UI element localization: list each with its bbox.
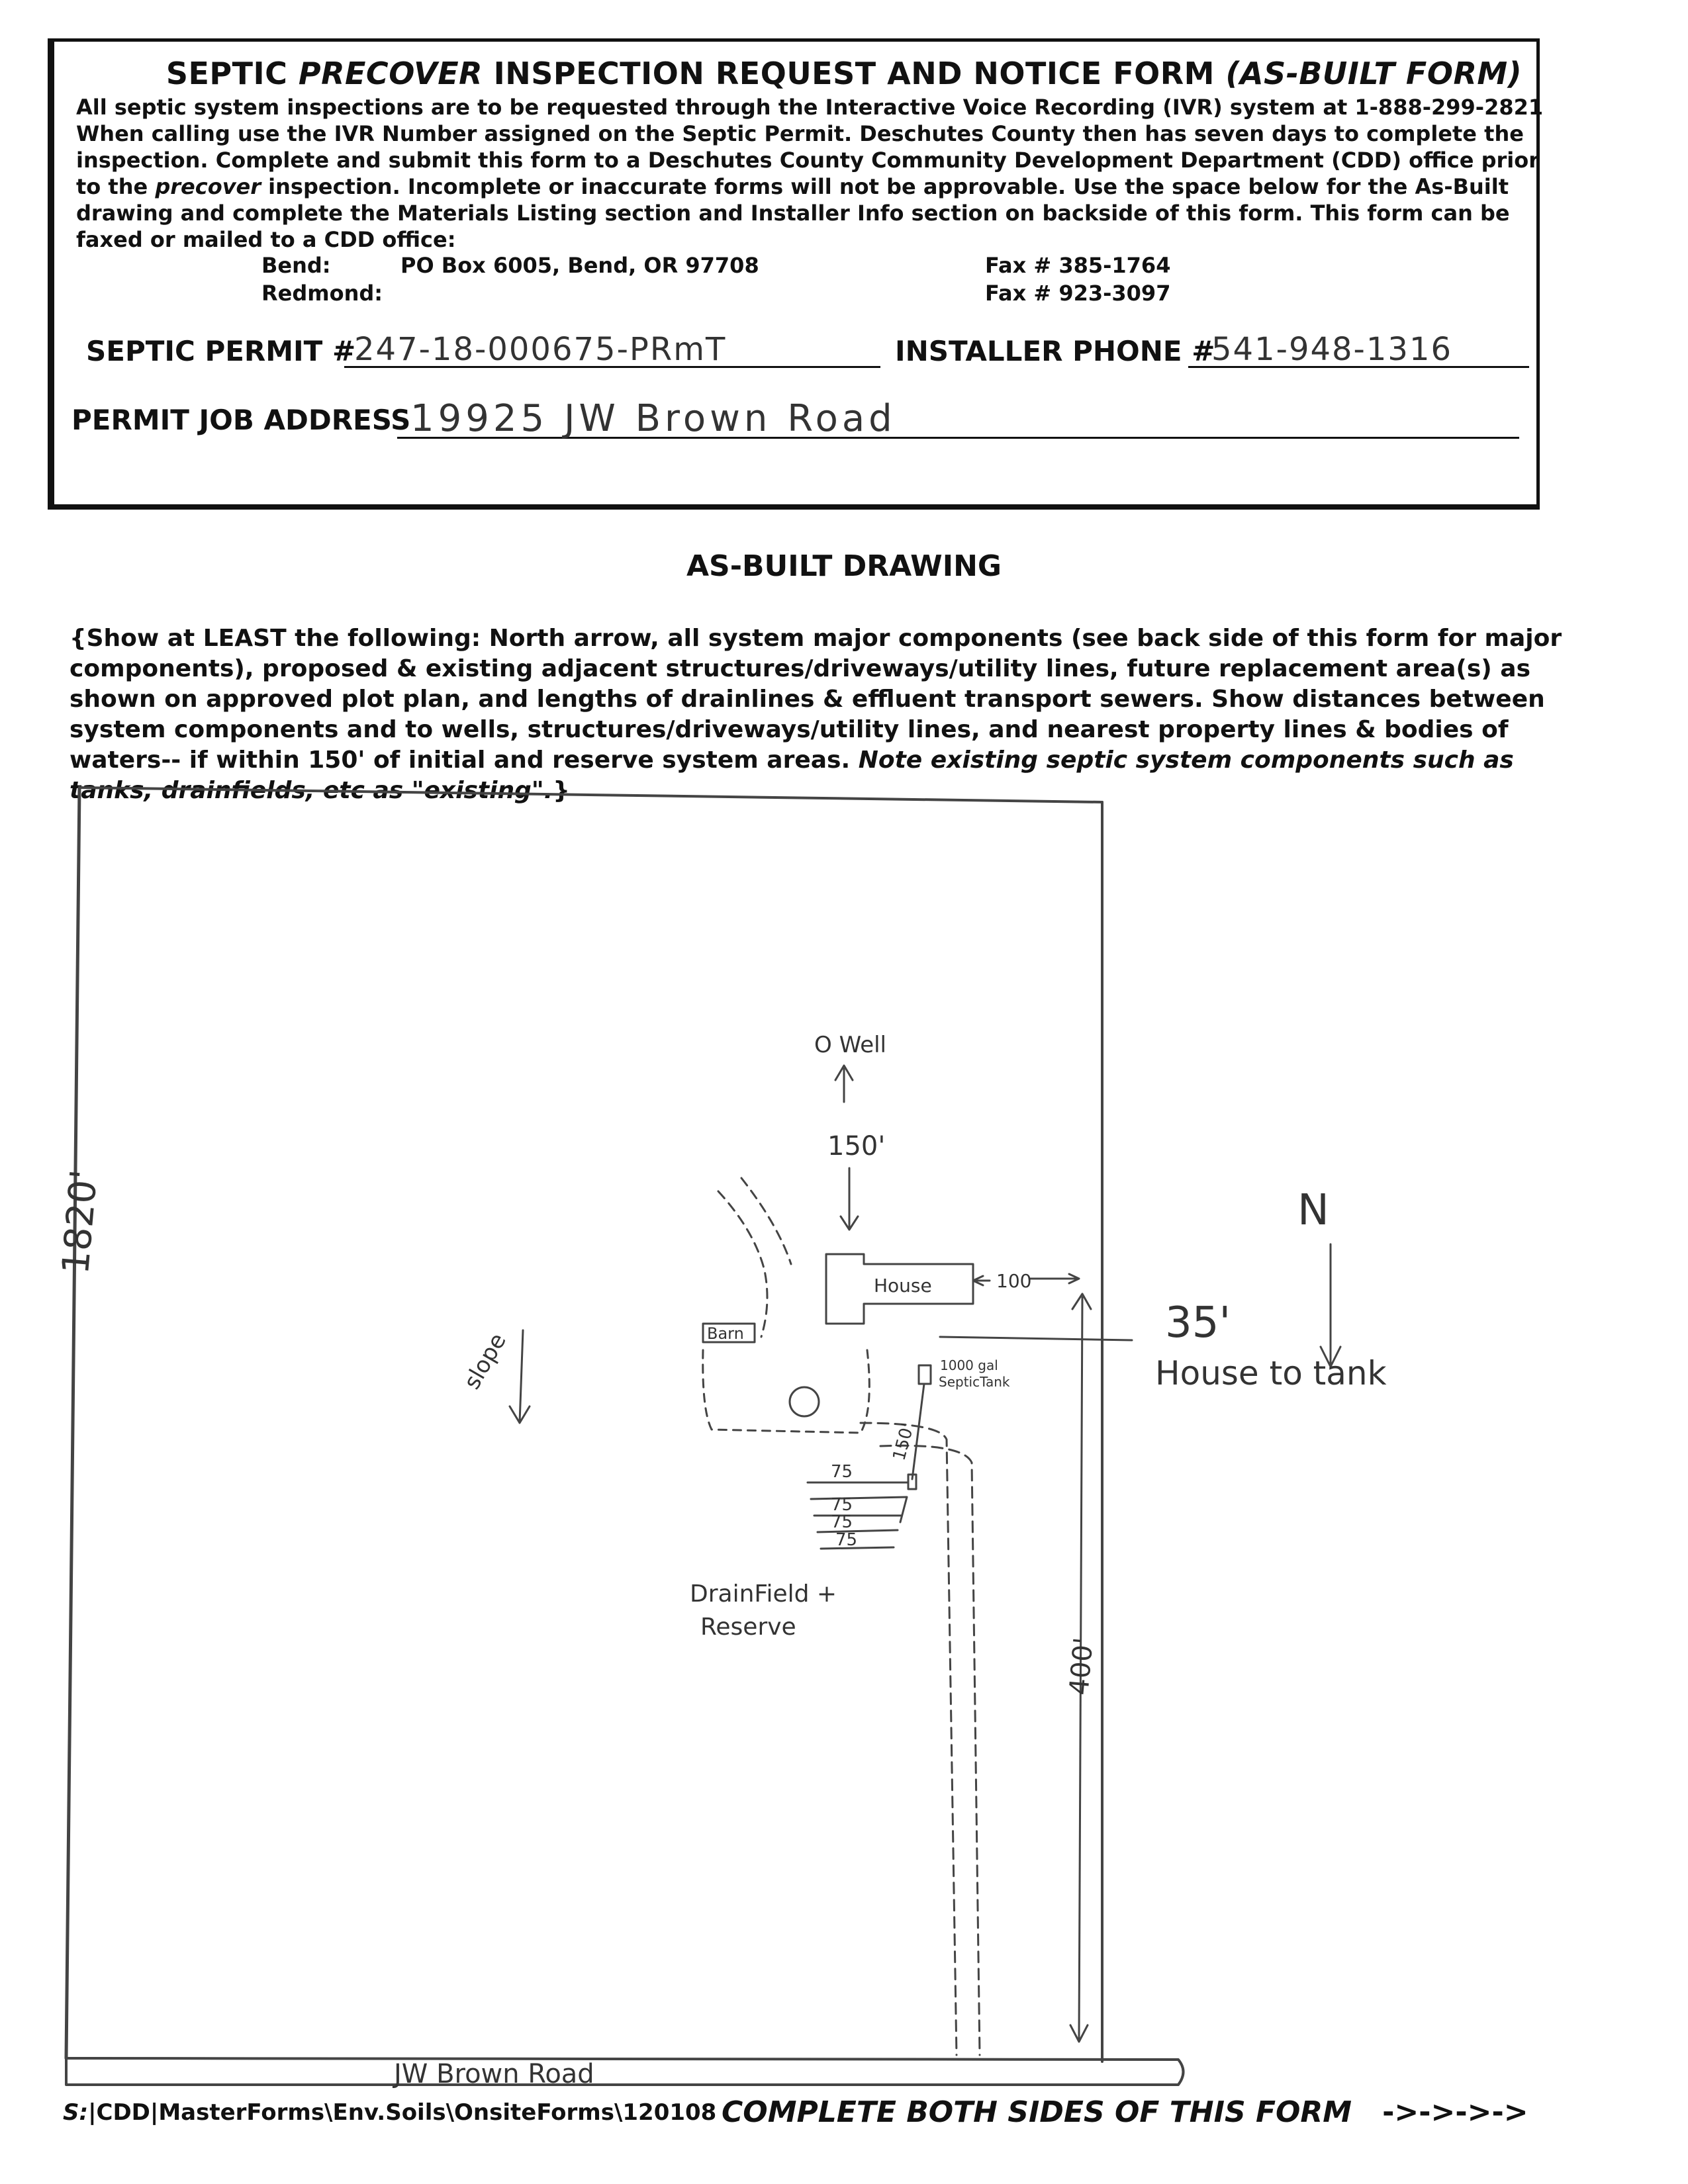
- note-text-label: House to tank: [1155, 1354, 1387, 1392]
- phone-label: INSTALLER PHONE #: [895, 335, 1215, 367]
- phone-value: 541-948-1316: [1211, 331, 1453, 368]
- drain-line-4: [818, 1530, 898, 1532]
- property-line-top: [79, 788, 1102, 802]
- property-line-left: [66, 788, 79, 2058]
- road-edge: [66, 2058, 1184, 2085]
- yard-outline: [703, 1350, 870, 1433]
- driveway-right: [880, 1445, 980, 2055]
- drainfield-label-2: Reserve: [700, 1614, 796, 1641]
- drain-line-label-2: 75: [831, 1495, 853, 1515]
- address-value: 19925 JW Brown Road: [410, 397, 896, 440]
- lot-depth-label: 1820': [54, 1167, 107, 1276]
- redmond-label: Redmond:: [261, 281, 383, 306]
- septic-tank: [919, 1365, 931, 1384]
- redmond-fax: Fax # 923-3097: [985, 281, 1171, 306]
- well-label: O Well: [814, 1032, 887, 1058]
- house-label: House: [874, 1275, 932, 1297]
- tank-label-1: 1000 gal: [940, 1357, 998, 1373]
- tree-circle: [790, 1387, 819, 1416]
- slope-arrow: [510, 1330, 530, 1423]
- north-label: N: [1297, 1186, 1329, 1235]
- footer-file-path: S:|CDD|MasterForms\Env.Soils\OnsiteForms\120108: [63, 2099, 717, 2126]
- north-arrow: [1321, 1244, 1340, 1367]
- bend-address: PO Box 6005, Bend, OR 97708: [400, 253, 759, 278]
- footer-note: COMPLETE BOTH SIDES OF THIS FORM ->->->->: [722, 2095, 1528, 2129]
- barn-label: Barn: [707, 1324, 744, 1343]
- footer-arrows: ->->->->: [1382, 2095, 1528, 2129]
- drawing-instructions: {Show at LEAST the following: North arrow, all system major components (see back side of this form for major components), proposed & existing adjacent structures/driveways/utility lines, future replacement area(s) as shown on approved plot plan, and lengths of drainlines & effluent transport sewers. Show distances between system components and to wells, structures/driveways/utility lines, and nearest property lines & bodies of waters-- if within 150' of initial and reserve system areas. Note existing septic system components such as tanks, drainfields, etc as "existing".}: [70, 625, 1562, 804]
- well-distance-label: 150': [827, 1131, 886, 1161]
- tank-pipe-label: 150': [889, 1421, 919, 1463]
- section-title: AS-BUILT DRAWING: [686, 549, 1002, 583]
- access-path-2: [741, 1178, 791, 1264]
- slope-label: slope: [458, 1328, 512, 1394]
- tank-label-2: SepticTank: [939, 1374, 1010, 1390]
- access-path-1: [718, 1191, 767, 1337]
- well-dim-arrow: [841, 1168, 858, 1230]
- address-label: PERMIT JOB ADDRESS: [71, 404, 411, 436]
- driveway-left: [861, 1423, 957, 2055]
- permit-value: 247-18-000675-PRmT: [354, 331, 727, 368]
- form-instructions: All septic system inspections are to be requested through the Interactive Voice Recording (IVR) system at 1-888-299-2821 When calling use the IVR Number assigned on the Septic Permit. Deschutes County then has seven days to complete the inspection. Complete and submit this form to a Deschutes County Community Development Department (CDD) office prior to the precover inspection. Incomplete or inaccurate forms will not be approvable. Use the space below for the As-Built drawing and complete the Materials Listing section and Installer Info section on backside of this form. This form can be faxed or mailed to a CDD office:: [76, 95, 1544, 252]
- driveway-length-label: 400': [1064, 1636, 1100, 1697]
- drain-line-label-3: 75: [831, 1512, 853, 1532]
- house-dim-label: 100: [996, 1270, 1032, 1292]
- road-label: JW Brown Road: [394, 2059, 594, 2089]
- bend-label: Bend:: [261, 253, 331, 278]
- drainfield-label-1: DrainField +: [690, 1580, 837, 1608]
- form-title: SEPTIC PRECOVER INSPECTION REQUEST AND NOTICE FORM (AS-BUILT FORM): [165, 56, 1523, 91]
- drain-line-label-4: 75: [835, 1530, 858, 1550]
- well-arrow: [835, 1066, 853, 1102]
- permit-label: SEPTIC PERMIT #: [86, 335, 356, 367]
- drain-line-2: [811, 1497, 907, 1522]
- note-distance-label: 35': [1165, 1298, 1231, 1347]
- bend-fax: Fax # 385-1764: [985, 253, 1171, 278]
- drain-line-label-1: 75: [831, 1462, 853, 1482]
